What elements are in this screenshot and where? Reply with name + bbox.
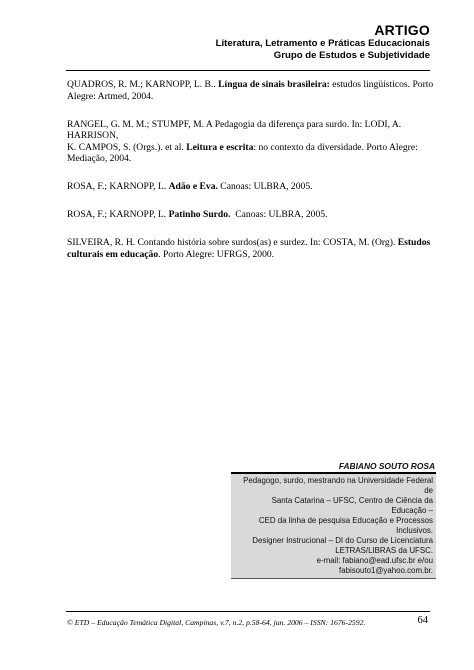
author-email: e-mail: fabiano@ead.ufsc.br e/ou fabisouto1@yahoo.com.br. — [316, 556, 433, 575]
header-divider — [66, 70, 430, 71]
author-bio-line: CED da linha de pesquisa Educação e Processos Inclusivos. — [258, 516, 433, 535]
reference-text: QUADROS, R. M.; KARNOPP, L. B.. — [67, 79, 219, 90]
reference-item — [67, 209, 435, 221]
author-bio-line: Pedagogo, surdo, mestrando na Universidade Federal de — [243, 476, 433, 495]
group-line: Grupo de Estudos e Subjetividade — [273, 50, 430, 61]
reference-text: Canoas: ULBRA, 2005. — [217, 181, 313, 192]
section-title: ARTIGO — [374, 22, 430, 38]
reference-text: . Porto Alegre: UFRGS, 2000. — [158, 248, 275, 260]
footer-divider — [66, 611, 430, 612]
reference-text: SILVEIRA, R. H. Contando história sobre surdos(as) e surdez. In: COSTA, M. (Org). — [67, 237, 398, 248]
author-box — [231, 461, 436, 579]
reference-text: K. CAMPOS, S. (Orgs.). et al. — [67, 141, 187, 153]
author-name: FABIANO SOUTO ROSA — [338, 461, 435, 471]
journal-line: Literatura, Letramento e Práticas Educacionais — [215, 38, 430, 49]
page-header — [216, 22, 430, 62]
author-bio-line: Santa Catarina – UFSC, Centro de Ciência da Educação – — [271, 496, 433, 515]
reference-text: : no contexto da diversidade. Porto Alegre: Mediação, 2004. — [67, 141, 418, 164]
reference-item — [67, 181, 435, 193]
reference-text: ROSA, F.; KARNOPP, L. — [67, 209, 169, 220]
author-bio-line: LETRAS/LIBRAS da UFSC. — [335, 546, 433, 555]
footer-citation: © ETD – Educação Temática Digital, Campinas, v.7, n.2, p.58-64, jun. 2006 – ISSN: 1676-2592. — [67, 618, 366, 627]
reference-list — [67, 79, 435, 277]
reference-text: RANGEL, G. M. M.; STUMPF, M. A Pedagogia da diferença para surdo. In: LODI, A. HARRISON, — [67, 118, 402, 141]
reference-item — [67, 79, 435, 102]
author-bio — [231, 474, 436, 579]
page-number: 64 — [417, 615, 428, 626]
reference-title: Patinho Surdo. — [168, 209, 231, 220]
reference-text: ROSA, F.; KARNOPP, L. — [67, 181, 169, 192]
reference-title: Adão e Eva. — [168, 181, 218, 192]
author-bio-line: Designer Instrucional – DI do Curso de Licenciatura — [252, 536, 433, 545]
reference-item — [67, 237, 435, 260]
reference-title: Língua de sinais brasileira: — [218, 79, 330, 90]
reference-title: Leitura e escrita — [186, 141, 254, 153]
reference-title: Estudos culturais em educação — [67, 237, 431, 260]
reference-text: Canoas: ULBRA, 2005. — [230, 209, 328, 220]
reference-text: estudos lingüísticos. Porto Alegre: Artmed, 2004. — [67, 79, 434, 102]
reference-item — [67, 119, 435, 165]
